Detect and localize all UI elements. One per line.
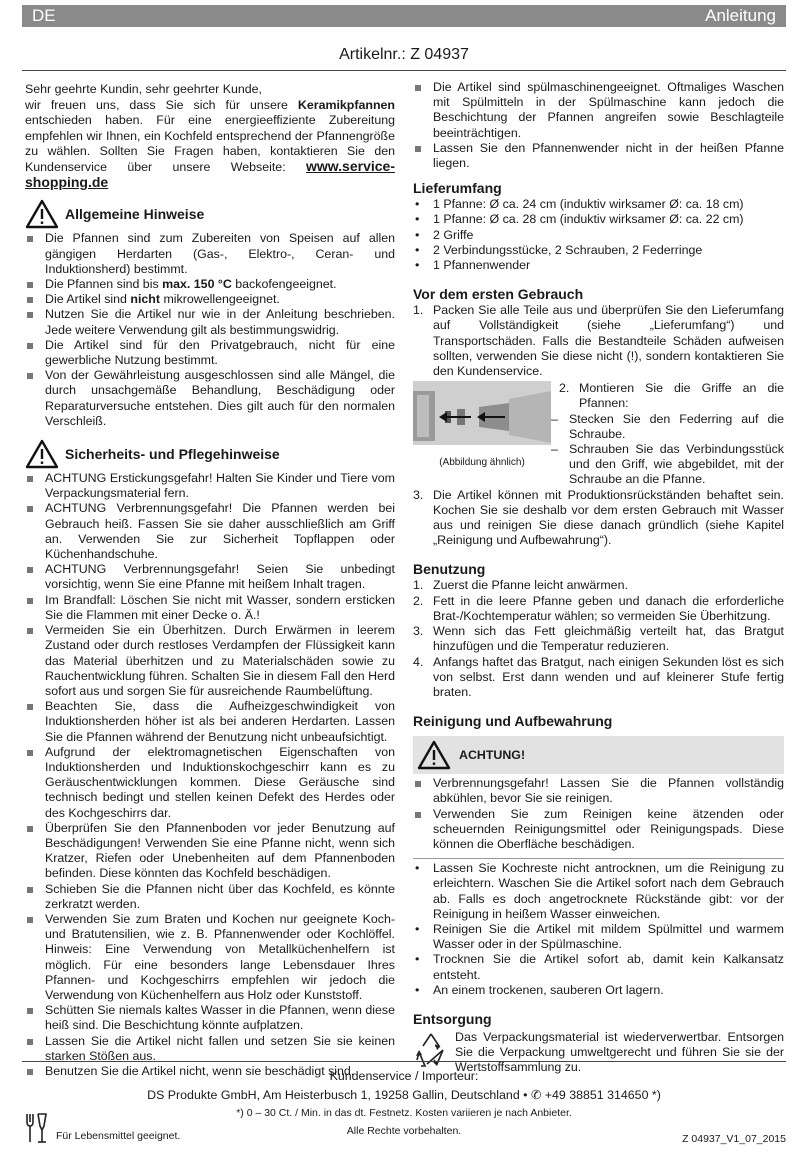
list-item [25,277,395,292]
step-number: 3. [413,624,424,639]
assembly-figure-row [413,381,784,487]
step-number: 1. [413,578,424,593]
max-temp: max. 150 °C [162,277,232,292]
step-number: 4. [413,654,424,669]
list-item: • An einem trockenen, sauberen Ort lagern. [413,983,784,998]
text: mikrowellengeeignet. [160,292,280,307]
list-item: • Lassen Sie Kochreste nicht antrocknen, um die Reinigung zu erleichtern. Waschen Sie die Artikel sofort nach dem Gebrauch ab. Falls es doch angetrocknete Rückstände gibt: vor der Reinigung in heißem Wasser einweichen. [413,861,784,922]
footer-service-label: Kundenservice / Importeur: [329,1069,479,1083]
cleaning-warning-box [413,736,784,774]
step-text: Fett in die leere Pfanne geben und danach die erforderliche Brat-/Kochtemperatur wählen; so vermeiden Sie Überhitzung. [433,593,784,623]
warning-label: ACHTUNG! [459,747,526,762]
step-item [413,655,784,701]
step-item [413,578,784,593]
usage-title: Benutzung [413,561,486,578]
list-item: • 2 Griffe [413,228,784,243]
step-list [559,381,784,411]
list-item: Verwenden Sie zum Braten und Kochen nur geeignete Koch- und Bratutensilien, wie z. B. Pfannenwender oder Kochlöffel. Hinweis: Eine Verwendung von Metallküchenhelfern ist möglich. Für eine besonders lange Lebensdauer Ihres Pfannen- und Kochgeschirrs empfehlen wir jedoch die Verwendung von Küchenhelfern aus Holz oder Kunststoff. [25,912,395,1003]
right-column [413,80,784,1076]
first-use-section [413,285,784,548]
text: Die Pfannen sind bis [45,277,163,292]
list-item: Die Artikel sind spülmaschinengeeignet. Oftmaliges Waschen mit Spülmitteln in der Spülmaschine kann jedoch die Beschichtung der Pfannen angreifen sowie Beschlagteile beeinträchtigen. [413,80,784,141]
left-column [25,80,395,1079]
food-safe-label: Für Lebensmittel geeignet. [56,1129,181,1142]
usage-section [413,560,784,700]
list-item: Benutzen Sie die Artikel nicht, wenn sie beschädigt sind. [25,1064,395,1079]
document-id: Z 04937_V1_07_2015 [682,1133,786,1145]
footer-rights: Alle Rechte vorbehalten. [346,1125,462,1137]
first-use-title: Vor dem ersten Gebrauch [413,286,584,303]
list-item: ACHTUNG Verbrennungsgefahr! Seien Sie unbedingt vorsichtig, wenn Sie eine Pfanne mit heißem Inhalt tragen. [25,562,395,592]
step-item [413,594,784,624]
greeting: Sehr geehrte Kundin, sehr geehrter Kunde, [25,82,262,96]
figure-caption: (Abbildung ähnlich) [439,457,525,469]
step-number: 2. [559,381,570,396]
list-item: Verbrennungsgefahr! Lassen Sie die Pfannen vollständig abkühlen, bevor Sie sie reinigen. [413,776,784,806]
step-number: 2. [413,593,424,608]
safety-section-heading [25,439,395,469]
step-item [413,624,784,654]
intro-text: wir freuen uns, dass Sie sich für unsere [25,98,298,113]
general-title: Allgemeine Hinweise [65,206,205,223]
step-text: Anfangs haftet das Bratgut, nach einigen Sekunden löst es sich von selbst. Erst dann wenden und auf kleinerer Stufe fertig braten. [433,654,784,699]
divider [413,858,784,859]
product-name: Keramikpfannen [297,98,395,113]
food-safe-note [24,1112,180,1144]
step-text: Packen Sie alle Teile aus und überprüfen Sie den Lieferumfang auf Vollständigkeit (siehe „Lieferumfang“) und Transportschäden. Falls die Bestandteile Schäden aufweisen sollten, verwenden Sie diese nicht (!), sondern kontaktieren Sie den Kundenservice. [433,303,784,379]
list-item: Verwenden Sie zum Reinigen keine ätzenden oder scheuernden Reinigungsmittel oder Reinigungspads. Diese können die Oberfläche beschädigen. [413,807,784,853]
intro-text-2: entschieden haben. Für eine energieeffiziente Zubereitung empfehlen wir Ihnen, ein Kochfeld entsprechend der Pfannengröße zu wählen. Sollten Sie Fragen haben, kontaktieren Sie den Kundenservice über unsere Webseite: [25,113,395,175]
list-item: Lassen Sie die Artikel nicht fallen und setzen Sie sie keinen starken Stößen aus. [25,1034,395,1064]
first-use-steps [413,303,784,379]
sub-steps [549,412,784,488]
step-item [413,303,784,379]
scope-section [413,179,784,273]
cleaning-title: Reinigung und Aufbewahrung [413,713,613,730]
first-use-steps-cont [413,488,784,549]
disposal-text: Das Verpackungsmaterial ist wiederverwertbar. Entsorgen Sie die Verpackung umweltgerecht und führen Sie sie der Wertstoffsammlung zu. [455,1029,784,1075]
warning-icon [25,439,59,469]
warning-icon [25,199,59,229]
list-item: • 2 Verbindungsstücke, 2 Schrauben, 2 Federringe [413,243,784,258]
footer-address: DS Produkte GmbH, Am Heisterbusch 1, 19258 Gallin, Deutschland • ✆ +49 38851 314650 *) [147,1088,661,1102]
list-item: Lassen Sie den Pfannenwender nicht in der heißen Pfanne liegen. [413,141,784,171]
safety-list [25,471,395,1079]
list-item: Von der Gewährleistung ausgeschlossen sind alle Mängel, die durch unsachgemäße Behandlung, Beschädigung oder Reparaturversuche entstehen. Dies gilt auch für den normalen Verschleiß. [25,368,395,429]
list-item: Die Artikel sind für den Privatgebrauch, nicht für eine gewerbliche Nutzung bestimmt. [25,338,395,368]
cleaning-list [413,861,784,998]
article-number: Artikelnr.: Z 04937 [339,46,469,63]
text: Die Artikel sind [45,292,131,307]
handle-assembly-illustration [413,381,551,445]
list-item: ACHTUNG Verbrennungsgefahr! Die Pfannen werden bei Gebrauch heiß. Fassen Sie sie daher ausschließlich am Griff an. Verwenden Sie zur Sicherheit Topflappen oder Küchenhandschuhe. [25,501,395,562]
recycling-icon [413,1030,449,1070]
divider [22,70,786,71]
footer-cost-note: *) 0 – 30 Ct. / Min. in das dt. Festnetz. Kosten variieren je nach Anbieter. [236,1107,572,1119]
list-item: • Reinigen Sie die Artikel mit mildem Spülmittel und warmem Wasser oder in der Spülmaschine. [413,922,784,952]
list-item: • 1 Pfanne: Ø ca. 28 cm (induktiv wirksamer Ø: ca. 22 cm) [413,212,784,227]
list-item [25,292,395,307]
sub-step: – Stecken Sie den Federring auf die Schraube. [549,412,784,442]
doc-type-label: Anleitung [705,6,776,25]
list-item: Überprüfen Sie den Pfannenboden vor jeder Benutzung auf Beschädigungen! Verwenden Sie eine Pfanne nicht, wenn sich Kratzer, Riefen oder Unebenheiten auf dem Pfannenboden befinden. Diese könnten das Kochfeld beschädigen. [25,821,395,882]
general-section-heading [25,199,395,229]
intro-paragraph [25,98,395,191]
list-item: • 1 Pfannenwender [413,258,784,273]
list-item: Nutzen Sie die Artikel nur wie in der Anleitung beschrieben. Jede weitere Verwendung gilt als bestimmungswidrig. [25,307,395,337]
emphasis: nicht [130,292,161,307]
warning-icon [417,740,451,770]
step-text: Die Artikel können mit Produktionsrückständen behaftet sein. Kochen Sie sie deshalb vor dem ersten Gebrauch mit Wasser aus und reinigen Sie diese danach gründlich (siehe Kapitel „Reinigung und Aufbewahrung“). [433,487,784,548]
language-label: DE [32,6,56,25]
step-text: Montieren Sie die Griffe an die Pfannen: [579,381,784,411]
list-item: Die Pfannen sind zum Zubereiten von Speisen auf allen gängigen Herdarten (Gas-, Elektro-, Ceran- und Induktionsherd) bestimmt. [25,231,395,277]
step-number: 3. [413,487,424,502]
step-item [413,488,784,549]
list-item: Aufgrund der elektromagnetischen Eigenschaften von Induktionsherden und Induktionskochgeschirr kann es zu Geräuschentwicklungen kommen. Diese Geräusche sind technisch bedingt und stellen keinen Defekt des Herdes oder des Kochgeschirrs dar. [25,745,395,821]
step-item [559,381,784,411]
step-text: Zuerst die Pfanne leicht anwärmen. [433,578,628,593]
care-list-continued [413,80,784,171]
scope-list [413,197,784,273]
cleaning-section [413,712,784,998]
list-item: Schütten Sie niemals kaltes Wasser in die Pfannen, wenn diese heiß sind. Die Beschichtung könnte aufplatzen. [25,1003,395,1033]
safety-title: Sicherheits- und Pflegehinweise [65,446,280,463]
list-item: Beachten Sie, dass die Aufheizgeschwindigkeit von Induktionsherden höher ist als bei anderen Herdarten. Lassen Sie die Pfannen während der Benutzung nicht unbeaufsichtigt. [25,699,395,745]
list-item: • 1 Pfanne: Ø ca. 24 cm (induktiv wirksamer Ø: ca. 18 cm) [413,197,784,212]
list-item: • Trocknen Sie die Artikel sofort ab, damit kein Kalkansatz entsteht. [413,952,784,982]
service-website-link[interactable]: www.service-shopping.de [25,158,395,191]
cleaning-warning-list [413,776,784,852]
assembly-steps [559,381,784,487]
disposal-section [413,1010,784,1076]
scope-title: Lieferumfang [413,180,502,197]
header-bar [22,5,786,27]
list-item: Im Brandfall: Löschen Sie nicht mit Wasser, sondern ersticken Sie die Flammen mit einer Decke o. Ä.! [25,593,395,623]
food-safe-icon [24,1112,48,1144]
sub-step: – Schrauben Sie das Verbindungsstück und den Griff, wie abgebildet, mit der Schraube an die Pfanne. [549,442,784,488]
disposal-title: Entsorgung [413,1010,492,1027]
step-number: 1. [413,303,424,318]
list-item: Schieben Sie die Pfannen nicht über das Kochfeld, es könnte zerkratzt werden. [25,882,395,912]
divider [22,1061,786,1062]
usage-steps [413,578,784,700]
list-item: Vermeiden Sie ein Überhitzen. Durch Erwärmen in leerem Zustand oder durch restloses Verdampfen der Flüssigkeit kann das Material überhitzen und zu Materialschäden sowie zu Rauchentwicklung führen. Schalten Sie in diesem Fall den Herd sofort aus und sorgen Sie für ausreichende Raumbelüftung. [25,623,395,699]
assembly-figure [413,381,551,487]
general-list [25,231,395,429]
text: backofengeeignet. [231,277,337,292]
list-item: ACHTUNG Erstickungsgefahr! Halten Sie Kinder und Tiere vom Verpackungsmaterial fern. [25,471,395,501]
step-text: Wenn sich das Fett gleichmäßig verteilt hat, das Bratgut hinzufügen und die Temperatur reduzieren. [433,624,784,654]
